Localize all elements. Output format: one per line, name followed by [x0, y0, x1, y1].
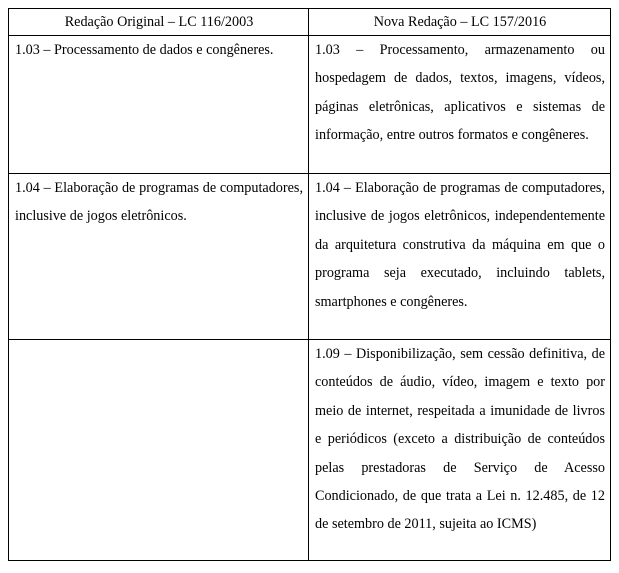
table-row — [9, 340, 611, 561]
cell-new-1-09 — [309, 340, 611, 561]
cell-text: 1.03 – Processamento de dados e congêneres. — [15, 42, 274, 58]
cell-original-1-09 — [9, 340, 309, 561]
cell-text: 1.03 – Processamento, armazenamento ou hospedagem de dados, textos, imagens, vídeos, páginas eletrônicas, aplicativos e sistemas de informação, entre outros formatos e congêneres. — [315, 42, 605, 144]
cell-original-1-04 — [9, 174, 309, 340]
cell-new-1-03 — [309, 36, 611, 174]
cell-text: 1.04 – Elaboração de programas de computadores, inclusive de jogos eletrônicos, independentemente da arquitetura construtiva da máquina em que o programa seja executado, incluindo tablets, smartphones e congêneres. — [315, 180, 605, 310]
table-row — [9, 36, 611, 174]
header-original: Redação Original – LC 116/2003 — [9, 9, 309, 36]
comparison-table — [8, 8, 611, 561]
table-row — [9, 174, 611, 340]
cell-original-1-03 — [9, 36, 309, 174]
header-row — [9, 9, 611, 36]
cell-text: 1.09 – Disponibilização, sem cessão definitiva, de conteúdos de áudio, vídeo, imagem e texto por meio de internet, respeitada a imunidade de livros e periódicos (exceto a distribuição de conteúdos pelas prestadoras de Serviço de Acesso Condicionado, de que trata a Lei n. 12.485, de 12 de setembro de 2011, sujeita ao ICMS) — [315, 346, 605, 533]
header-new: Nova Redação – LC 157/2016 — [309, 9, 611, 36]
cell-text: 1.04 – Elaboração de programas de computadores, inclusive de jogos eletrônicos. — [15, 180, 303, 225]
cell-new-1-04 — [309, 174, 611, 340]
